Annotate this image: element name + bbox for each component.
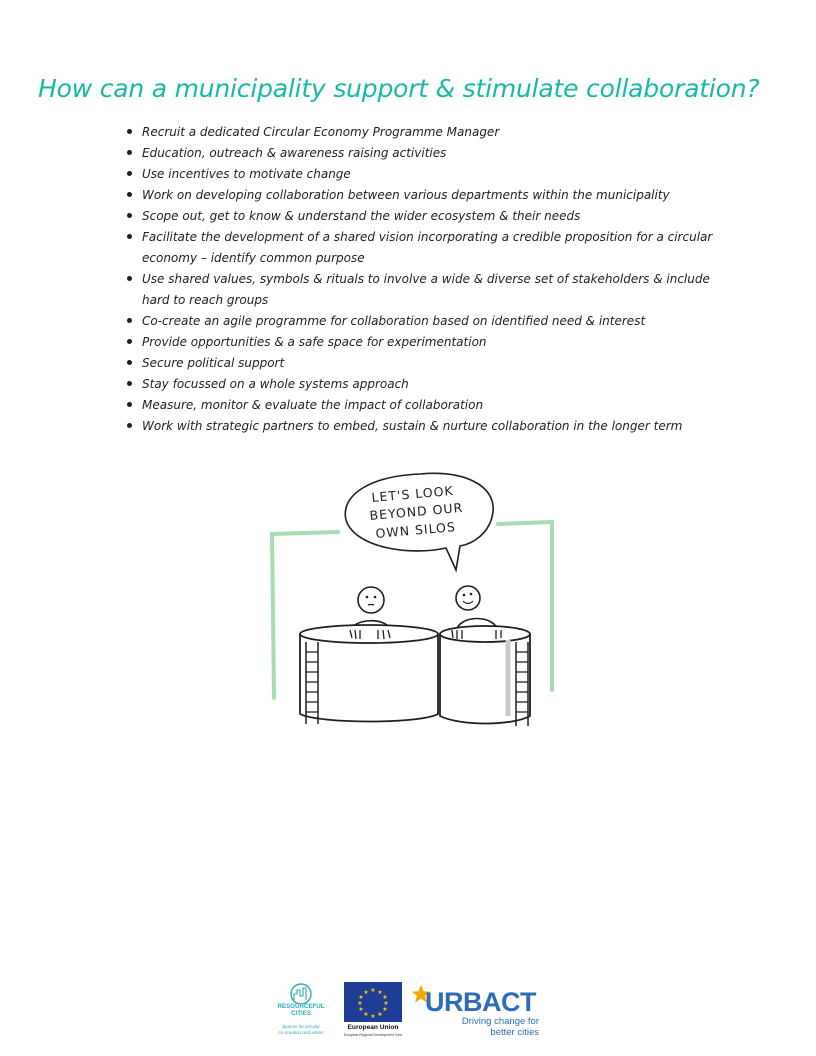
list-item: Use incentives to motivate change	[124, 164, 724, 185]
eu-name: European Union	[347, 1024, 399, 1031]
european-union-logo	[342, 982, 404, 1040]
speech-line-2: BEYOND OUR	[368, 499, 464, 523]
svg-text:★: ★	[382, 1006, 388, 1013]
svg-text:★: ★	[358, 994, 364, 1001]
left-silo	[300, 625, 438, 724]
svg-text:★: ★	[357, 1000, 363, 1007]
right-figure	[456, 586, 498, 632]
list-item: Secure political support	[124, 353, 724, 374]
urbact-tagline-2: better cities	[490, 1027, 539, 1038]
svg-text:★: ★	[363, 1011, 369, 1018]
partner-logos	[270, 982, 540, 1040]
urbact-wordmark: URBACT	[425, 987, 536, 1017]
list-item: Recruit a dedicated Circular Economy Programme Manager	[124, 122, 724, 143]
city-skyline-icon	[270, 982, 332, 1004]
svg-text:★: ★	[377, 1011, 383, 1018]
list-item: Work with strategic partners to embed, sustain & nurture collaboration in the longer term	[124, 416, 724, 437]
urbact-tagline-1: Driving change for	[461, 1016, 539, 1027]
rc-name-line-2: CITIES	[291, 1010, 311, 1017]
rc-tagline-1: Spaces for circular	[281, 1024, 321, 1029]
list-item: Facilitate the development of a shared vision incorporating a credible proposition for a circular economy – identify common purpose	[124, 227, 724, 269]
svg-text:★: ★	[383, 1000, 389, 1007]
speech-line-1: LET'S LOOK	[370, 482, 455, 505]
eu-flag-icon	[344, 982, 402, 1022]
svg-text:★: ★	[370, 1013, 376, 1020]
silos-illustration	[260, 462, 570, 732]
list-item: Co-create an agile programme for collaboration based on identified need & interest	[124, 311, 724, 332]
svg-text:★: ★	[382, 994, 388, 1001]
list-item: Provide opportunities & a safe space for experimentation	[124, 332, 724, 353]
list-item: Scope out, get to know & understand the wider ecosystem & their needs	[124, 206, 724, 227]
list-item: Education, outreach & awareness raising activities	[124, 143, 724, 164]
urbact-logo	[411, 982, 541, 1040]
svg-text:★: ★	[370, 987, 376, 994]
svg-text:★: ★	[358, 1006, 364, 1013]
right-silo	[440, 626, 530, 726]
eu-fund-name: European Regional Development Fund	[343, 1033, 403, 1037]
list-item: Stay focussed on a whole systems approach	[124, 374, 724, 395]
list-item: Work on developing collaboration between various departments within the municipality	[124, 185, 724, 206]
bullet-list	[124, 122, 724, 437]
speech-line-3: OWN SILOS	[374, 519, 457, 541]
list-item: Use shared values, symbols & rituals to involve a wide & diverse set of stakeholders & include hard to reach groups	[124, 269, 724, 311]
svg-text:★: ★	[377, 989, 383, 996]
list-item: Measure, monitor & evaluate the impact of collaboration	[124, 395, 724, 416]
silos-drawing	[260, 462, 570, 732]
resourceful-cities-logo	[270, 982, 332, 1040]
page-title: How can a municipality support & stimulate collaboration?	[38, 74, 760, 103]
rc-name-line-1: RESOURCEFUL	[277, 1003, 325, 1010]
svg-text:★: ★	[363, 989, 369, 996]
rc-tagline-2: co-creation and action	[278, 1030, 324, 1035]
